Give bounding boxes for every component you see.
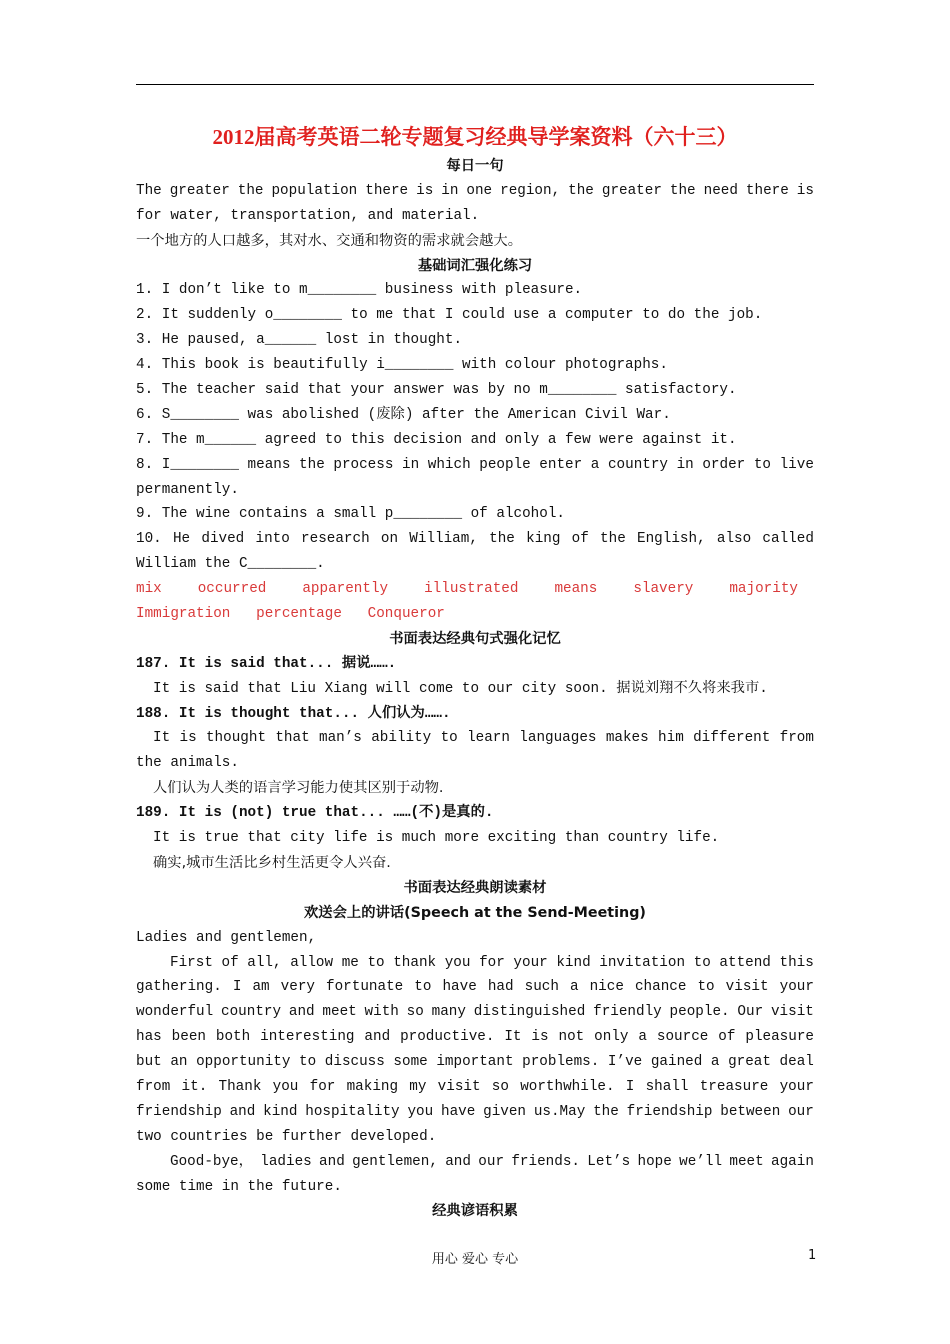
footer-motto: 用心 爱心 专心 — [431, 1252, 519, 1267]
speech-para1-line3 — [136, 1000, 814, 1025]
word: on — [380, 531, 399, 548]
word: the — [593, 1103, 619, 1120]
word: some — [393, 1054, 428, 1071]
word: the — [489, 531, 515, 548]
word: a — [569, 979, 579, 996]
word: there — [745, 182, 789, 199]
word: greater — [169, 182, 230, 199]
word: have — [440, 1103, 476, 1120]
word: we’ll — [679, 1153, 723, 1170]
word: have — [442, 979, 477, 996]
word: me — [341, 954, 359, 971]
pattern-189-cn: 确实,城市生活比乡村生活更令人兴奋. — [153, 854, 391, 871]
word: treasure — [699, 1078, 769, 1095]
word: and — [319, 1153, 345, 1170]
word: visit — [725, 979, 769, 996]
word: It — [153, 730, 171, 747]
word: allow — [290, 954, 334, 971]
word: occurred — [197, 581, 267, 598]
word: in — [441, 182, 459, 199]
daily-cn: 一个地方的人口越多，其对水、交通和物资的需求就会越大。 — [136, 232, 523, 249]
word: again — [771, 1153, 814, 1170]
pattern-188-cn: 人们认为人类的语言学习能力使其区别于动物. — [153, 780, 444, 797]
word: king — [526, 531, 561, 548]
speech-para1-line4 — [136, 1025, 814, 1050]
word: learn — [467, 730, 510, 747]
word: you — [272, 1078, 299, 1095]
word: the — [669, 182, 696, 199]
word: illustrated — [424, 581, 519, 598]
pattern-189-title: 189. It is (not) true that... ……(不)是真的. — [136, 805, 494, 822]
word: hospitality — [305, 1103, 400, 1120]
word: mix — [136, 581, 162, 598]
word: The — [136, 182, 162, 199]
header-rule — [136, 84, 814, 85]
word: people — [479, 456, 531, 473]
word: deal — [779, 1054, 814, 1071]
word: the — [568, 182, 594, 199]
word: to — [440, 730, 458, 747]
word: an — [170, 1054, 188, 1071]
word: both — [215, 1029, 251, 1046]
word: 8. — [136, 456, 154, 473]
pattern-188-example-line1 — [136, 726, 814, 751]
word: kind — [556, 954, 591, 971]
word: Our — [737, 1004, 764, 1021]
pattern-189-example: It is true that city life is much more exciting than country life. — [153, 830, 720, 847]
word: not — [558, 1029, 585, 1046]
word: ability — [371, 730, 432, 747]
word: problems. — [522, 1054, 600, 1071]
word: in — [676, 456, 694, 473]
word: languages — [519, 730, 597, 747]
vocab-item-9: 9. The wine contains a small p________ of alcohol. — [136, 506, 565, 523]
word: research — [301, 531, 370, 548]
word: hope — [637, 1153, 672, 1170]
word: for — [309, 1078, 336, 1095]
word: with — [364, 1004, 399, 1021]
word: a — [638, 1029, 647, 1046]
word: He — [172, 531, 191, 548]
word: of — [221, 954, 239, 971]
word: fortunate — [326, 979, 404, 996]
vocab-item-10-line2: William the C________. — [136, 556, 325, 573]
word: from — [779, 730, 814, 747]
word: gentlemen, — [352, 1153, 438, 1170]
word: our — [788, 1103, 814, 1120]
vocab-item-3: 3. He paused, a______ lost in thought. — [136, 332, 463, 349]
word: into — [255, 531, 290, 548]
word: such — [524, 979, 559, 996]
word: pleasure — [745, 1029, 814, 1046]
word: Good-bye， — [170, 1153, 253, 1170]
word: friendship — [136, 1103, 222, 1120]
pattern-188-example-line2: the animals. — [136, 755, 239, 772]
word: country — [221, 1004, 282, 1021]
word: makes — [605, 730, 649, 747]
vocab-item-8-line2: permanently. — [136, 481, 239, 498]
word: is — [416, 182, 434, 199]
word: one — [466, 182, 493, 199]
word: distinguished — [473, 1004, 586, 1021]
word: given — [483, 1103, 527, 1120]
word: means — [554, 581, 598, 598]
speech-para1-line6 — [136, 1075, 814, 1100]
word: means — [247, 456, 291, 473]
vocab-item-7: 7. The m______ agreed to this decision and only a few were against it. — [136, 431, 737, 448]
word: to — [414, 979, 432, 996]
word: need — [703, 182, 738, 199]
pattern-187-title: 187. It is said that... 据说……. — [136, 655, 397, 672]
word: your — [779, 979, 814, 996]
word: apparently — [302, 581, 389, 598]
word: the — [600, 531, 626, 548]
word: been — [171, 1029, 206, 1046]
pattern-188-title: 188. It is thought that... 人们认为……. — [136, 705, 451, 722]
word: region, — [500, 182, 561, 199]
word: all, — [247, 954, 282, 971]
proverbs-heading: 经典谚语积累 — [432, 1203, 518, 1220]
vocab-item-5: 5. The teacher said that your answer was by no m________ satisfactory. — [136, 382, 737, 399]
word: which — [427, 456, 471, 473]
word: to — [697, 979, 715, 996]
word: making — [346, 1078, 399, 1095]
page-number: 1 — [808, 1248, 817, 1263]
word: your — [779, 1078, 814, 1095]
word: nice — [589, 979, 624, 996]
word: great — [728, 1054, 771, 1071]
vocab-item-1: 1. I don’t like to m________ business with pleasure. — [136, 282, 583, 299]
word: had — [487, 979, 514, 996]
word: of — [718, 1029, 736, 1046]
word: your — [513, 954, 548, 971]
word: from — [136, 1078, 171, 1095]
word: order — [702, 456, 746, 473]
word: also — [716, 531, 752, 548]
vocab-item-4: 4. This book is beautifully i________ with colour photographs. — [136, 357, 668, 374]
word: important — [436, 1054, 514, 1071]
word: and — [229, 1103, 256, 1120]
word: this — [779, 954, 814, 971]
word: between — [720, 1103, 781, 1120]
word: only — [594, 1029, 629, 1046]
word: thank — [393, 954, 437, 971]
speech-para1-last: two countries be further developed. — [136, 1128, 437, 1145]
daily-en-line1 — [136, 179, 814, 204]
word: to — [299, 1054, 317, 1071]
word: friendly — [593, 1004, 662, 1021]
speech-para1-line7 — [136, 1100, 814, 1125]
pattern-187-example: It is said that Liu Xiang will come to our city soon. 据说刘翔不久将来我市. — [153, 680, 768, 697]
answer-key-line1 — [136, 577, 814, 602]
word: visit — [770, 1004, 814, 1021]
word: in — [402, 456, 420, 473]
word: meet — [322, 1004, 357, 1021]
word: us.May — [533, 1103, 586, 1120]
word: you — [407, 1103, 434, 1120]
word: chance — [634, 979, 687, 996]
word: for — [479, 954, 505, 971]
word: friendship — [626, 1103, 713, 1120]
word: Let’s — [587, 1153, 631, 1170]
speech-salutation: Ladies and gentlemen, — [136, 929, 317, 946]
vocab-heading: 基础词汇强化练习 — [417, 257, 533, 274]
word: kind — [263, 1103, 298, 1120]
word: process — [333, 456, 394, 473]
vocab-item-10-line1 — [136, 527, 814, 552]
speech-para2-line1 — [136, 1150, 814, 1175]
vocab-item-2: 2. It suddenly o________ to me that I could use a computer to do the job. — [136, 307, 763, 324]
word: wonderful — [136, 1004, 214, 1021]
word: I________ — [161, 456, 239, 473]
word: dived — [201, 531, 245, 548]
word: source — [656, 1029, 709, 1046]
vocab-item-8-line1 — [136, 453, 814, 478]
word: and — [288, 1004, 315, 1021]
word: you — [444, 954, 471, 971]
word: so — [406, 1004, 424, 1021]
word: called — [762, 531, 814, 548]
word: invitation — [599, 954, 686, 971]
word: friends. — [511, 1153, 580, 1170]
word: is — [796, 182, 814, 199]
word: him — [658, 730, 684, 747]
word: is — [531, 1029, 549, 1046]
daily-en-line2: for water, transportation, and material. — [136, 207, 480, 224]
word: I — [232, 979, 242, 996]
word: worthwhile. — [520, 1078, 615, 1095]
word: has — [136, 1029, 162, 1046]
word: it. — [181, 1078, 208, 1095]
word: enter — [539, 456, 583, 473]
word: a — [590, 456, 600, 473]
word: attend — [719, 954, 771, 971]
word: that — [275, 730, 310, 747]
word: I’ve — [607, 1054, 643, 1071]
word: to — [693, 954, 711, 971]
word: and — [364, 1029, 391, 1046]
word: thought — [205, 730, 267, 747]
word: interesting — [260, 1029, 355, 1046]
word: ladies — [260, 1153, 312, 1170]
word: the — [237, 182, 264, 199]
word: of — [571, 531, 589, 548]
word: meet — [729, 1153, 764, 1170]
word: my — [409, 1078, 427, 1095]
speech-para1-line5 — [136, 1050, 814, 1075]
answer-key-line2: Immigration percentage Conqueror — [136, 606, 445, 623]
word: a — [710, 1054, 720, 1071]
word: discuss — [324, 1054, 385, 1071]
speech-para1-line2 — [136, 975, 814, 1000]
word: people. — [669, 1004, 730, 1021]
word: live — [779, 456, 814, 473]
word: visit — [437, 1078, 481, 1095]
word: It — [504, 1029, 522, 1046]
word: opportunity — [196, 1054, 291, 1071]
word: country — [607, 456, 669, 473]
speech-para2-last: some time in the future. — [136, 1178, 342, 1195]
word: but — [136, 1054, 162, 1071]
document-title: 2012届高考英语二轮专题复习经典导学案资料（六十三） — [212, 125, 738, 149]
page-footer — [0, 1248, 950, 1268]
word: so — [491, 1078, 509, 1095]
vocab-item-6: 6. S________ was abolished (废除) after the American Civil War. — [136, 406, 671, 423]
word: greater — [601, 182, 662, 199]
word: and — [445, 1153, 471, 1170]
speech-para1-line1 — [136, 951, 814, 976]
word: gathering. — [136, 979, 222, 996]
daily-heading: 每日一句 — [446, 158, 504, 174]
word: population — [271, 182, 358, 199]
reading-heading: 书面表达经典朗读素材 — [403, 879, 547, 896]
word: shall — [645, 1078, 689, 1095]
word: Thank — [218, 1078, 262, 1095]
word: 10. — [136, 531, 162, 548]
word: our — [478, 1153, 505, 1170]
word: to — [367, 954, 385, 971]
word: William, — [409, 531, 478, 548]
word: I — [625, 1078, 635, 1095]
word: many — [431, 1004, 466, 1021]
word: gained — [650, 1054, 703, 1071]
word: slavery — [633, 581, 694, 598]
word: there — [365, 182, 409, 199]
word: very — [280, 979, 315, 996]
word: to — [753, 456, 771, 473]
word: majority — [729, 581, 798, 598]
word: English, — [637, 531, 706, 548]
word: the — [299, 456, 325, 473]
word: different — [693, 730, 771, 747]
word: productive. — [400, 1029, 495, 1046]
word: is — [179, 730, 197, 747]
word: man’s — [318, 730, 362, 747]
speech-title: 欢送会上的讲话(Speech at the Send-Meeting) — [304, 904, 646, 921]
word: am — [252, 979, 270, 996]
patterns-heading: 书面表达经典句式强化记忆 — [389, 630, 561, 647]
word: First — [170, 954, 213, 971]
document-content — [136, 120, 814, 1224]
